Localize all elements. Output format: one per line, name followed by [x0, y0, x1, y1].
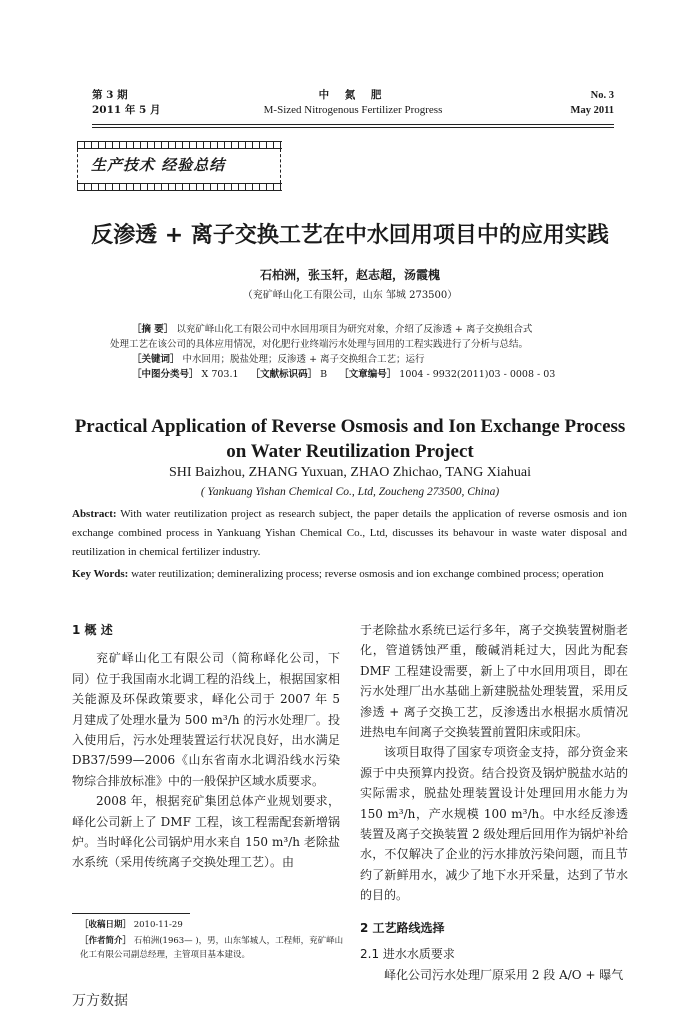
clc-label: ［中图分类号］: [132, 369, 199, 380]
abstract-cn: [92, 322, 614, 382]
column-label: 生产技术 经验总结: [91, 156, 226, 174]
header-rule-top: [92, 124, 614, 125]
title-en-line1: Practical Application of Reverse Osmosis and Ion Exchange Process: [74, 416, 626, 437]
footnote-rule: [72, 913, 190, 914]
issue-cn: 第 3 期: [92, 89, 128, 101]
paragraph-2: 2008 年，根据兖矿集团总体产业规划要求，峄化公司新上了 DMF 工程，该工程需配套新增锅炉。当时峄化公司锅炉用水来自 150 m³/h 老除盐水系统（采用传统离子交换处理工艺）。由: [72, 794, 340, 870]
watermark: 万方数据: [72, 993, 128, 1009]
affiliation-en: ( Yankuang Yishan Chemical Co., Ltd, Zoucheng 273500, China): [200, 486, 500, 498]
received-label: ［收稿日期］: [80, 920, 132, 930]
abstract-cn-line2: 处理工艺在该公司的具体应用情况，对化肥行业终端污水处理与回用的工程实践进行了分析与总结。: [110, 339, 529, 350]
authors-en: SHI Baizhou, ZHANG Yuxuan, ZHAO Zhichao, TANG Xiahuai: [168, 465, 532, 480]
footnote-received: [80, 918, 350, 932]
author-bio: 石柏洲(1963— )，男，山东邹城人，工程师，兖矿峄山化工有限公司副总经理，主管项目基本建设。: [80, 936, 344, 960]
abstract-cn-line1: 以兖矿峄山化工有限公司中水回用项目为研究对象，介绍了反渗透 + 离子交换组合式: [176, 324, 533, 335]
section-2-title: 2 工艺路线选择: [360, 920, 445, 935]
keywords-en-text: water reutilization; demineralizing process; reverse osmosis and ion exchange combined process; operation: [131, 568, 604, 580]
header-right: [571, 88, 614, 118]
keywords-en: [72, 565, 627, 584]
abstract-en-label: Abstract:: [72, 508, 117, 520]
paragraph-1: 兖矿峄山化工有限公司（简称峄化公司，下同）位于我国南水北调工程的沿线上，根据国家相关能源及环保政策要求，峄化公司于 2007 年 5 月建成了处理水量为 500 m³/h 的污水处理厂。投入使用后，污水处理装置运行状况良好，出水满足 DB37/599—2006《山东省南水北调沿线水污染物综合排放标准》中的一般保护区域水质要求。: [72, 651, 340, 788]
journal-cn: 中 氮 肥: [318, 89, 388, 101]
received-date: 2010-11-29: [133, 920, 183, 930]
article-title-en: [0, 414, 700, 464]
abstract-cn-label: ［摘 要］: [132, 324, 174, 335]
doc-code-value: B: [320, 369, 328, 380]
column-label-box: [77, 141, 282, 191]
article-title-cn: 反渗透 + 离子交换工艺在中水回用项目中的应用实践: [91, 223, 609, 248]
affiliation-cn: （兖矿峄山化工有限公司，山东 邹城 273500）: [242, 290, 458, 301]
clc-value: X 703.1: [201, 369, 239, 380]
title-en-line2: on Water Reutilization Project: [226, 441, 474, 462]
box-border-bottom: [77, 183, 282, 191]
classification-line: [92, 367, 614, 382]
header-rule-bottom: [92, 127, 614, 128]
article-number-value: 1004 - 9932(2011)03 - 0008 - 03: [399, 369, 556, 380]
abstract-en: [72, 505, 627, 562]
paragraph-5: 峄化公司污水处理厂原采用 2 段 A/O + 曝气: [384, 967, 624, 982]
doc-code-label: ［文献标识码］: [250, 369, 318, 380]
keywords-cn: [92, 352, 614, 367]
header-center: [92, 88, 614, 118]
body-column-left: [72, 620, 340, 873]
section-2-1-title: 2.1 进水水质要求: [360, 947, 455, 962]
keywords-cn-text: 中水回用；脱盐处理；反渗透 + 离子交换组合工艺；运行: [182, 354, 425, 365]
date-en: May 2011: [570, 105, 614, 116]
date-cn: 2011 年 5 月: [92, 104, 161, 116]
author-bio-label: ［作者简介］: [80, 936, 132, 946]
section-1-title: 1 概 述: [72, 623, 113, 637]
keywords-cn-label: ［关键词］: [132, 354, 180, 365]
authors-cn: 石柏洲，张玉轩，赵志超，汤霞槐: [259, 268, 440, 282]
paragraph-4: 该项目取得了国家专项资金支持，部分资金来源于中央预算内投资。结合投资及锅炉脱盐水站的实际需求，脱盐处理装置设计处理回用水能力为 150 m³/h，产水规模 100 m³/h。中水经反渗透装置及离子交换装置 2 级处理后回用作为锅炉补给水，不仅解决了企业的污水排放污染问题，而且节约了新鲜用水，减少了地下水开采量，达到了节水的目的。: [360, 745, 628, 903]
issue-en: No. 3: [590, 90, 614, 101]
running-header: [92, 88, 614, 128]
box-border-right: [280, 149, 282, 183]
body-column-right: [360, 620, 628, 985]
box-border-top: [77, 141, 282, 149]
article-number-label: ［文章编号］: [339, 369, 397, 380]
footnote-author: [80, 934, 350, 962]
keywords-en-label: Key Words:: [72, 568, 129, 580]
abstract-en-text: With water reutilization project as research subject, the paper details the application of reverse osmosis and ion exchange combined process in Yankuang Yishan Chemical Co., Ltd, discusses its behavour in waste water disposal and reutilization in chemical fertilizer industry.: [72, 508, 627, 558]
box-border-left: [77, 149, 79, 183]
paragraph-3: 于老除盐水系统已运行多年，离子交换装置树脂老化，管道锈蚀严重，酸碱消耗过大，因此为配套 DMF 工程建设需要，新上了中水回用项目，即在污水处理厂出水基础上新建脱盐处理装置，采用反渗透 + 离子交换工艺，反渗透出水根据水质情况进热电车间离子交换装置前置阳床或阳床。: [360, 623, 628, 740]
journal-en: M-Sized Nitrogenous Fertilizer Progress: [263, 104, 443, 116]
